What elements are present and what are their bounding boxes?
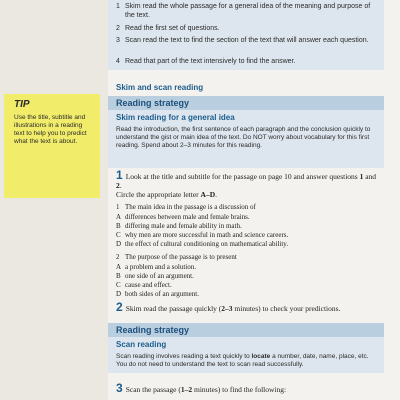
strategy-subtitle: Scan reading xyxy=(116,340,167,349)
question-2-option-a: A a problem and a solution. xyxy=(116,263,196,271)
strategy-body: Read the introduction, the first sentence of each paragraph and the conclusion quickly to understand the gist or main idea of the text. Do NOT worry about vocabulary for this first reading. Spend about 2–3 minutes for this reading. xyxy=(116,126,371,149)
exercise-1-instruction: Circle the appropriate letter A–D. xyxy=(116,190,218,199)
step-2: 2 Read the first set of questions. xyxy=(116,25,220,32)
question-1-option-a: A differences between male and female brains. xyxy=(116,213,250,221)
strategy-header: Reading strategy xyxy=(108,96,384,110)
question-2-stem: 2 The purpose of the passage is to present xyxy=(116,253,237,261)
strategy-header: Reading strategy xyxy=(108,323,384,337)
question-2-option-b: B one side of an argument. xyxy=(116,272,194,280)
question-1-option-d: D the effect of cultural conditioning on mathematical ability. xyxy=(116,240,289,248)
step-3: 3 Scan read the text to find the section of the text that will answer each question. xyxy=(116,37,369,44)
exercise-2: 2 Skim read the passage quickly (2–3 minutes) to check your predictions. xyxy=(116,300,341,314)
margin-column xyxy=(0,0,108,400)
exercise-3: 3 Scan the passage (1–2 minutes) to find the following: xyxy=(116,381,287,395)
step-4: 4 Read that part of the text intensively to find the answer. xyxy=(116,58,296,65)
section-title: Skim and scan reading xyxy=(116,83,204,92)
tip-text: Use the title, subtitle and illustrations in a reading text to help you to predict what the text is about. xyxy=(14,114,87,145)
question-1-stem: 1 The main idea in the passage is a discussion of xyxy=(116,203,256,211)
step-1: 1 Skim read the whole passage for a general idea of the meaning and purpose of the text. xyxy=(116,3,371,19)
tip-title: TIP xyxy=(14,99,30,110)
question-2-option-c: C cause and effect. xyxy=(116,281,172,289)
exercise-1: 1 Look at the title and subtitle for the passage on page 10 and answer questions 1 and 2. xyxy=(116,168,377,190)
question-1-option-c: C why men are more successful in math and science careers. xyxy=(116,231,289,239)
strategy-box-skim xyxy=(108,96,384,168)
strategy-subtitle: Skim reading for a general idea xyxy=(116,113,235,122)
strategy-box-scan xyxy=(108,323,384,373)
strategy-body: Scan reading involves reading a text quickly to locate a number, date, name, place, etc. You do not need to understand the text to scan read successfully. xyxy=(116,353,369,368)
question-1-option-b: B differing male and female ability in math. xyxy=(116,222,242,230)
question-2-option-d: D both sides of an argument. xyxy=(116,290,199,298)
